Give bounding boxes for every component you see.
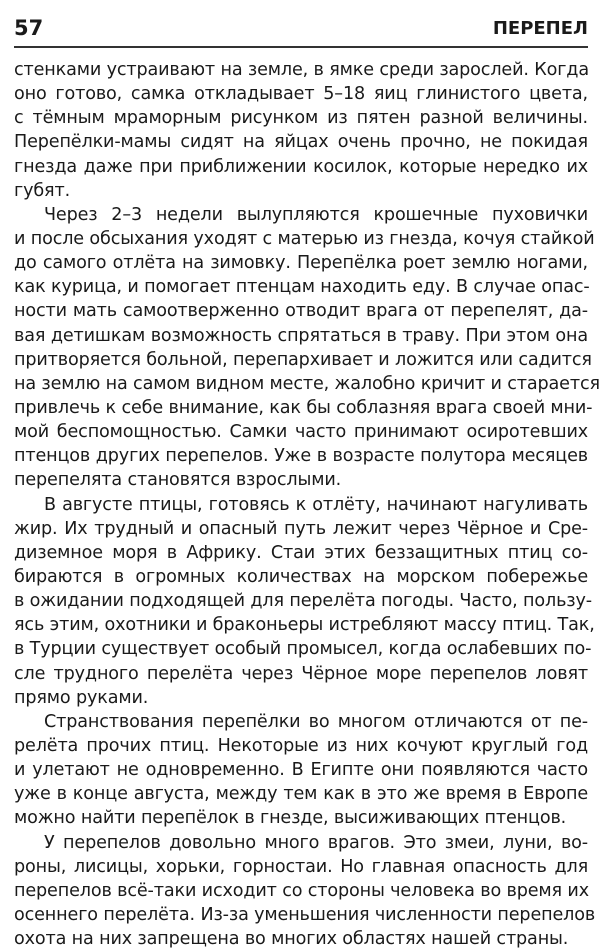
text-line: как курица, и помогает птенцам находить еду. В случае опас-: [14, 275, 588, 299]
text-line: Перепёлки-мамы сидят на яйцах очень прочно, не покидая: [14, 130, 588, 154]
text-line: и улетают не одновременно. В Египте они появляются часто: [14, 758, 588, 782]
page-body: [14, 58, 588, 951]
text-line: стенками устраивают на земле, в ямке среди зарослей. Когда: [14, 58, 588, 82]
text-line: прямо руками.: [14, 686, 588, 710]
text-line: перепелята становятся взрослыми.: [14, 468, 588, 492]
text-line: с тёмным мраморным рисунком из пятен разной величины.: [14, 106, 588, 130]
text-line: в ожидании подходящей для перелёта погоды. Часто, пользу-: [14, 589, 588, 613]
text-line: гнезда даже при приближении косилок, которые нередко их: [14, 155, 588, 179]
text-line: в Турции существует особый промысел, когда ослабевших по-: [14, 637, 588, 661]
text-line: охота на них запрещена во многих областях нашей страны.: [14, 927, 588, 951]
text-line: оно готово, самка откладывает 5–18 яиц глинистого цвета,: [14, 82, 588, 106]
text-line: до самого отлёта на зимовку. Перепёлка роет землю ногами,: [14, 251, 588, 275]
text-line: Странствования перепёлки во многом отличаются от пе-: [14, 710, 588, 734]
text-line: птенцов других перепелов. Уже в возрасте полутора месяцев: [14, 444, 588, 468]
text-line: вая детишкам возможность спрятаться в траву. При этом она: [14, 324, 588, 348]
text-line: роны, лисицы, хорьки, горностаи. Но главная опасность для: [14, 855, 588, 879]
text-line: и после обсыхания уходят с матерью из гнезда, кочуя стайкой: [14, 227, 588, 251]
paragraph: [14, 710, 588, 831]
text-line: ясь этим, охотники и браконьеры истребляют массу птиц. Так,: [14, 613, 588, 637]
text-line: мой беспомощностью. Самки часто принимают осиротевших: [14, 420, 588, 444]
running-title: ПЕРЕПЕЛ: [493, 18, 588, 39]
text-line: притворяется больной, перепархивает и ложится или садится: [14, 348, 588, 372]
paragraph: [14, 58, 588, 203]
text-line: на землю на самом видном месте, жалобно кричит и старается: [14, 372, 588, 396]
paragraph: [14, 831, 588, 951]
paragraph: [14, 203, 588, 493]
text-line: диземное моря в Африку. Стаи этих беззащитных птиц со-: [14, 541, 588, 565]
text-line: ности мать самоотверженно отводит врага от перепелят, да-: [14, 299, 588, 323]
text-line: бираются в огромных количествах на морском побережье: [14, 565, 588, 589]
text-line: губят.: [14, 179, 588, 203]
text-line: можно найти перепёлок в гнезде, высиживающих птенцов.: [14, 806, 588, 830]
text-line: У перепелов довольно много врагов. Это змеи, луни, во-: [14, 831, 588, 855]
text-line: уже в конце августа, между тем как в это же время в Европе: [14, 782, 588, 806]
text-line: сле трудного перелёта через Чёрное море перепелов ловят: [14, 662, 588, 686]
text-line: осеннего перелёта. Из-за уменьшения численности перепелов: [14, 903, 588, 927]
text-line: перепелов всё-таки исходит со стороны человека во время их: [14, 879, 588, 903]
text-line: Через 2–3 недели вылупляются крошечные пуховички: [14, 203, 588, 227]
text-line: привлечь к себе внимание, как бы соблазняя врага своей мни-: [14, 396, 588, 420]
page-header: [14, 14, 588, 48]
text-line: жир. Их трудный и опасный путь лежит через Чёрное и Сре-: [14, 517, 588, 541]
text-line: релёта прочих птиц. Некоторые из них кочуют круглый год: [14, 734, 588, 758]
text-line: В августе птицы, готовясь к отлёту, начинают нагуливать: [14, 493, 588, 517]
page-number: 57: [14, 16, 43, 40]
paragraph: [14, 493, 588, 710]
